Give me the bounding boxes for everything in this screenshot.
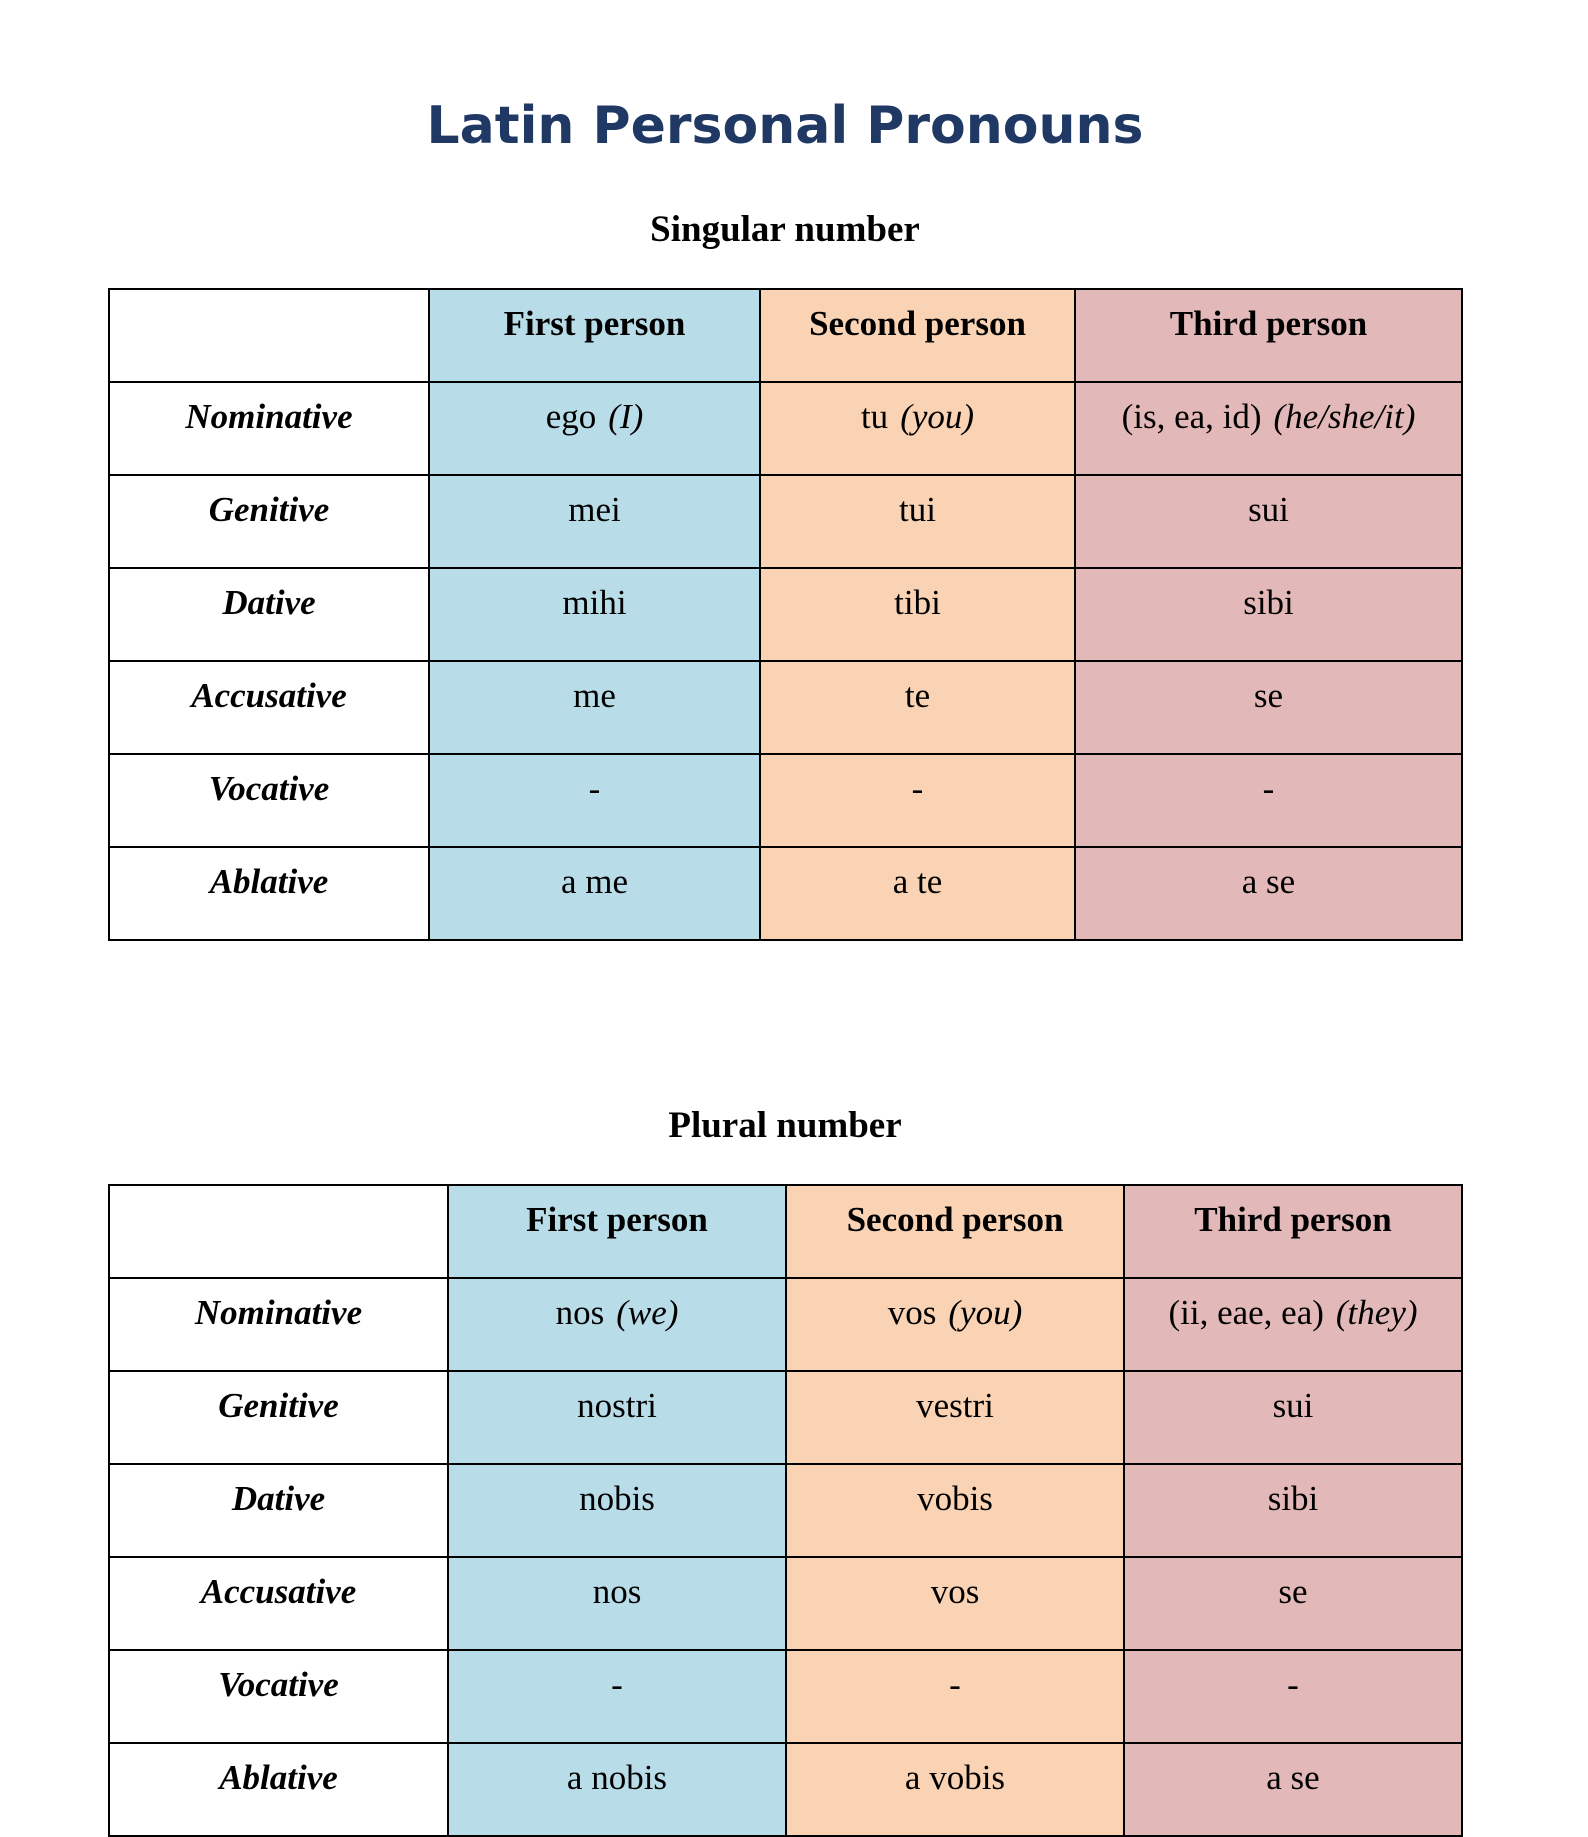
- cell-first-person: -: [429, 754, 760, 847]
- cell-second-person: vobis: [786, 1464, 1124, 1557]
- cell-third-person: -: [1075, 754, 1462, 847]
- cell-first-person: mihi: [429, 568, 760, 661]
- cell-second-person: te: [760, 661, 1075, 754]
- column-header-third-person: Third person: [1124, 1185, 1462, 1278]
- cell-second-person: [760, 382, 1075, 475]
- table-row: [109, 382, 1462, 475]
- cell-third-person: a se: [1124, 1743, 1462, 1836]
- singular-pronoun-table: [108, 288, 1463, 941]
- pronoun-form: (is, ea, id): [1121, 397, 1262, 436]
- cell-second-person: -: [760, 754, 1075, 847]
- cell-third-person: sui: [1124, 1371, 1462, 1464]
- plural-heading: Plural number: [668, 1105, 902, 1146]
- cell-third-person: [1075, 382, 1462, 475]
- pronoun-form: vos: [887, 1293, 937, 1332]
- english-gloss: (they): [1335, 1293, 1418, 1332]
- table-row: [109, 1557, 1462, 1650]
- cell-second-person: vos: [786, 1557, 1124, 1650]
- cell-first-person: [448, 1278, 786, 1371]
- row-header-case: Nominative: [109, 382, 429, 475]
- cell-third-person: [1124, 1278, 1462, 1371]
- pronoun-form: nos: [555, 1293, 605, 1332]
- table-row: [109, 568, 1462, 661]
- row-header-case: Genitive: [109, 1371, 448, 1464]
- english-gloss: (I): [608, 397, 644, 436]
- cell-first-person: a nobis: [448, 1743, 786, 1836]
- cell-first-person: mei: [429, 475, 760, 568]
- cell-second-person: [786, 1278, 1124, 1371]
- plural-pronoun-table: [108, 1184, 1463, 1837]
- page-title: Latin Personal Pronouns: [426, 96, 1144, 156]
- cell-second-person: tui: [760, 475, 1075, 568]
- column-header-second-person: Second person: [760, 289, 1075, 382]
- table-row: [109, 847, 1462, 940]
- pronoun-form: tu: [860, 397, 889, 436]
- cell-second-person: a vobis: [786, 1743, 1124, 1836]
- cell-first-person: nobis: [448, 1464, 786, 1557]
- table-row: [109, 754, 1462, 847]
- table-row: [109, 1371, 1462, 1464]
- row-header-case: Ablative: [109, 847, 429, 940]
- cell-third-person: se: [1075, 661, 1462, 754]
- singular-heading: Singular number: [650, 209, 920, 250]
- english-gloss: (you): [900, 397, 975, 436]
- english-gloss: (we): [616, 1293, 679, 1332]
- corner-cell: [109, 1185, 448, 1278]
- cell-first-person: -: [448, 1650, 786, 1743]
- cell-second-person: -: [786, 1650, 1124, 1743]
- cell-first-person: me: [429, 661, 760, 754]
- table-header-row: [109, 289, 1462, 382]
- row-header-case: Nominative: [109, 1278, 448, 1371]
- pronoun-form: (ii, eae, ea): [1168, 1293, 1324, 1332]
- column-header-third-person: Third person: [1075, 289, 1462, 382]
- row-header-case: Dative: [109, 1464, 448, 1557]
- table-row: [109, 1650, 1462, 1743]
- pronoun-form: ego: [545, 397, 597, 436]
- cell-third-person: a se: [1075, 847, 1462, 940]
- table-header-row: [109, 1185, 1462, 1278]
- table-row: [109, 1464, 1462, 1557]
- cell-third-person: se: [1124, 1557, 1462, 1650]
- cell-second-person: a te: [760, 847, 1075, 940]
- cell-third-person: -: [1124, 1650, 1462, 1743]
- english-gloss: (he/she/it): [1273, 397, 1416, 436]
- cell-first-person: a me: [429, 847, 760, 940]
- column-header-first-person: First person: [448, 1185, 786, 1278]
- cell-third-person: sibi: [1075, 568, 1462, 661]
- cell-second-person: tibi: [760, 568, 1075, 661]
- cell-first-person: nostri: [448, 1371, 786, 1464]
- table-row: [109, 1278, 1462, 1371]
- row-header-case: Dative: [109, 568, 429, 661]
- cell-second-person: vestri: [786, 1371, 1124, 1464]
- row-header-case: Accusative: [109, 661, 429, 754]
- row-header-case: Genitive: [109, 475, 429, 568]
- column-header-second-person: Second person: [786, 1185, 1124, 1278]
- row-header-case: Vocative: [109, 754, 429, 847]
- table-row: [109, 475, 1462, 568]
- table-row: [109, 661, 1462, 754]
- cell-third-person: sibi: [1124, 1464, 1462, 1557]
- cell-third-person: sui: [1075, 475, 1462, 568]
- column-header-first-person: First person: [429, 289, 760, 382]
- row-header-case: Vocative: [109, 1650, 448, 1743]
- row-header-case: Accusative: [109, 1557, 448, 1650]
- row-header-case: Ablative: [109, 1743, 448, 1836]
- table-row: [109, 1743, 1462, 1836]
- cell-first-person: nos: [448, 1557, 786, 1650]
- english-gloss: (you): [948, 1293, 1023, 1332]
- corner-cell: [109, 289, 429, 382]
- cell-first-person: [429, 382, 760, 475]
